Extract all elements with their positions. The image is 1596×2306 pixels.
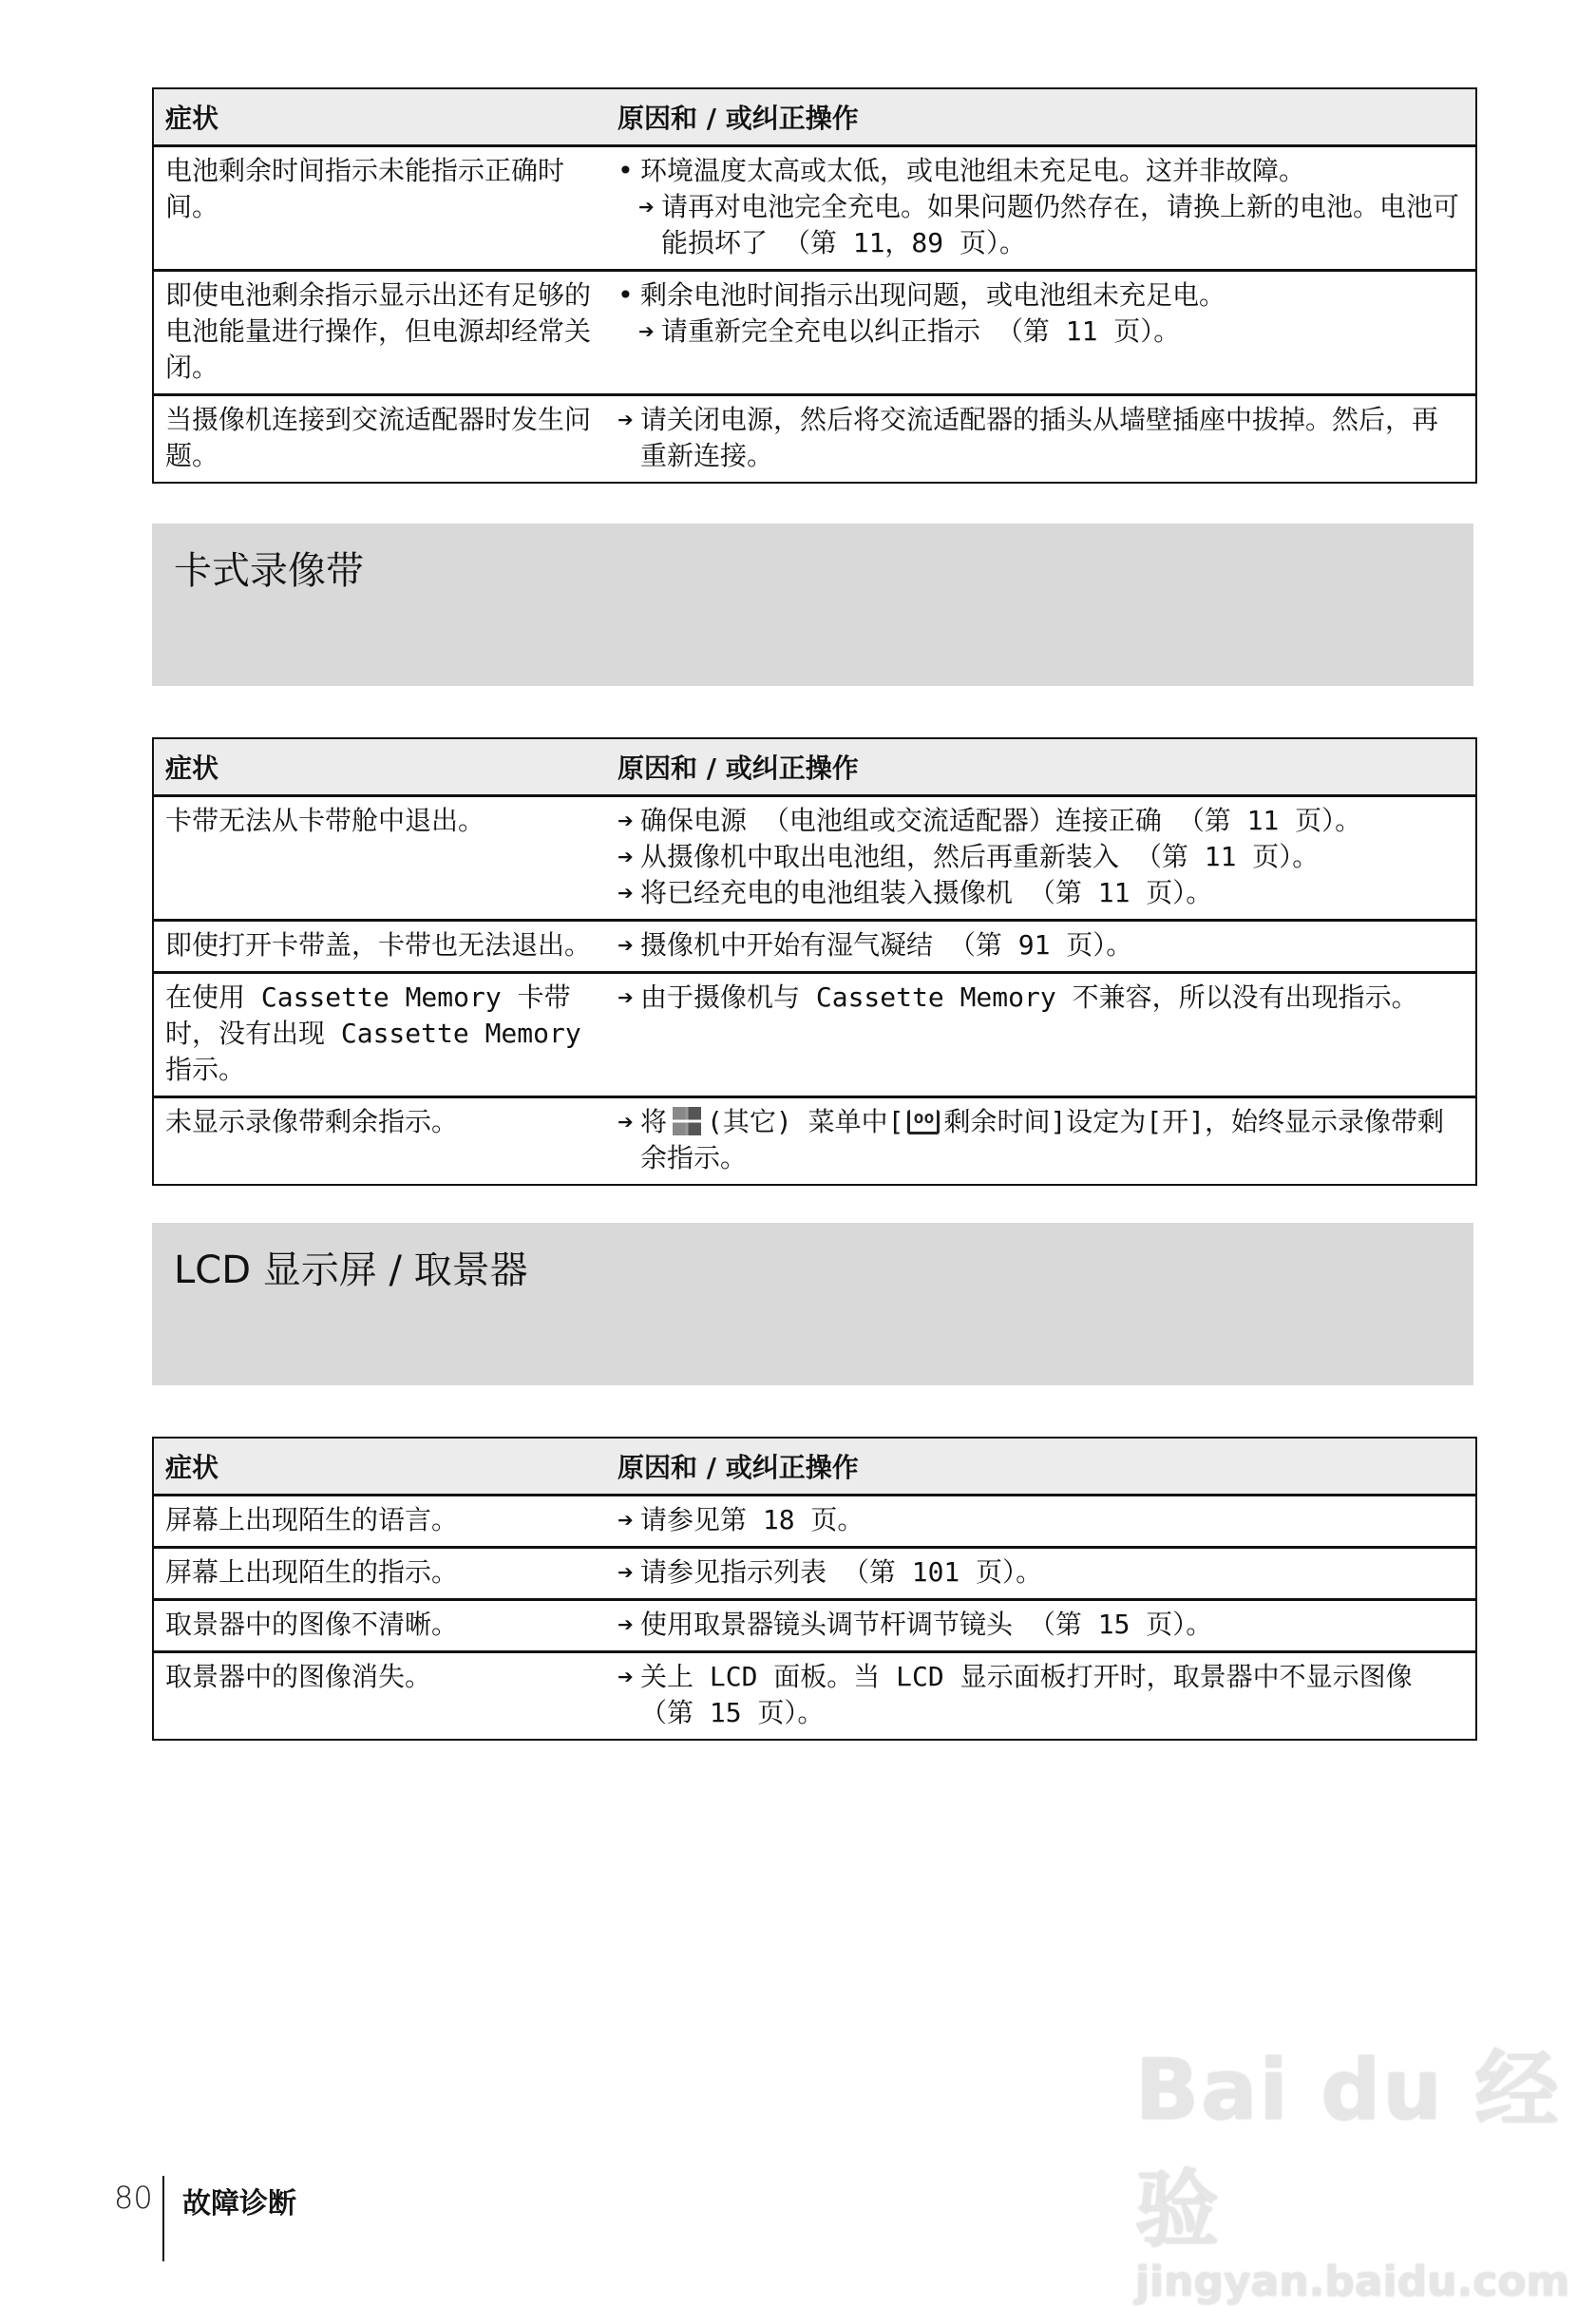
bullet-icon: •	[618, 155, 634, 186]
action-item	[618, 402, 1464, 474]
bullet-icon: •	[618, 279, 634, 311]
action-item	[618, 839, 1464, 875]
section-title: 卡式录像带	[174, 549, 364, 593]
arrow-icon: ➔	[618, 1504, 634, 1535]
action-text: 请关闭电源，然后将交流适配器的插头从墙壁插座中拔掉。然后，再重新连接。	[640, 404, 1439, 471]
action-item	[618, 1659, 1464, 1731]
table-row	[154, 971, 1475, 1096]
symptom-cell: 屏幕上出现陌生的指示。	[165, 1556, 459, 1588]
action-item	[618, 875, 1464, 911]
action-text-part: (其它) 菜单中[	[707, 1106, 904, 1137]
symptom-cell: 在使用 Cassette Memory 卡带时，没有出现 Cassette Memory 指示。	[165, 981, 581, 1085]
action-cell	[604, 797, 1475, 919]
baidu-watermark	[1135, 2024, 1596, 2306]
action-text: 关上 LCD 面板。当 LCD 显示面板打开时，取景器中不显示图像（第 15 页）。	[640, 1661, 1413, 1728]
other-menu-icon	[673, 1107, 701, 1135]
table-header-row	[154, 739, 1475, 794]
action-text: 由于摄像机与 Cassette Memory 不兼容，所以没有出现指示。	[640, 981, 1418, 1013]
action-text: 摄像机中开始有湿气凝结 （第 91 页）。	[640, 929, 1133, 961]
arrow-icon: ➔	[618, 1106, 634, 1137]
symptom-cell: 卡带无法从卡带舱中退出。	[165, 805, 485, 836]
arrow-icon: ➔	[618, 805, 634, 836]
arrow-icon: ➔	[618, 841, 634, 872]
table-row	[154, 1650, 1475, 1739]
arrow-icon: ➔	[638, 191, 655, 222]
action-cell	[604, 1098, 1475, 1184]
table-row	[154, 794, 1475, 919]
symptom-cell: 电池剩余时间指示未能指示正确时间。	[165, 155, 565, 222]
action-text	[640, 1104, 1464, 1176]
action-text: 请再对电池完全充电。如果问题仍然存在，请换上新的电池。电池可能损坏了 （第 11，89 页）。	[661, 191, 1460, 258]
chapter-title: 故障诊断	[182, 2187, 296, 2220]
action-text: 从摄像机中取出电池组，然后再重新装入 （第 11 页）。	[640, 841, 1320, 872]
cassette-troubleshooting-table	[152, 737, 1477, 1186]
section-title: LCD 显示屏 / 取景器	[174, 1248, 528, 1292]
table-row	[154, 1598, 1475, 1650]
symptom-cell: 屏幕上出现陌生的语言。	[165, 1504, 459, 1535]
action-text: 剩余电池时间指示出现问题，或电池组未充足电。	[640, 279, 1226, 311]
arrow-icon: ➔	[618, 1609, 634, 1640]
action-cell	[604, 922, 1475, 971]
table-row	[154, 393, 1475, 482]
action-text-part: 剩余时间]设定为[开]，始终显示录像带剩余指示。	[640, 1106, 1445, 1173]
action-item	[618, 1502, 1464, 1538]
symptom-cell: 取景器中的图像消失。	[165, 1661, 432, 1692]
action-cell	[604, 974, 1475, 1096]
action-item	[618, 1104, 1464, 1176]
lcd-troubleshooting-table	[152, 1437, 1477, 1741]
section-header-lcd	[152, 1223, 1473, 1385]
action-text: 环境温度太高或太低，或电池组未充足电。这并非故障。	[640, 155, 1306, 186]
footer-divider	[162, 2176, 164, 2261]
column-header-action: 原因和 / 或纠正操作	[618, 753, 859, 784]
arrow-icon: ➔	[618, 1556, 634, 1588]
table-row	[154, 1546, 1475, 1598]
symptom-cell: 即使电池剩余指示显示出还有足够的电池能量进行操作，但电源却经常关闭。	[165, 279, 592, 383]
symptom-cell: 取景器中的图像不清晰。	[165, 1609, 459, 1640]
action-cell	[604, 147, 1475, 269]
action-item	[618, 277, 1464, 314]
action-text: 将已经充电的电池组装入摄像机 （第 11 页）。	[640, 877, 1213, 908]
column-header-symptom: 症状	[165, 753, 219, 784]
page-number: 80	[114, 2180, 153, 2216]
arrow-icon: ➔	[618, 929, 634, 961]
action-text: 请重新完全充电以纠正指示 （第 11 页）。	[661, 315, 1181, 347]
section-header-cassette	[152, 524, 1473, 686]
cassette-icon	[907, 1110, 940, 1134]
action-item	[618, 189, 1464, 261]
action-item	[618, 803, 1464, 839]
table-row	[154, 144, 1475, 269]
action-item	[618, 1607, 1464, 1643]
action-text: 请参见第 18 页。	[640, 1504, 864, 1535]
action-text: 确保电源 （电池组或交流适配器）连接正确 （第 11 页）。	[640, 805, 1362, 836]
action-cell	[604, 1653, 1475, 1739]
action-item	[618, 314, 1464, 350]
action-cell	[604, 1549, 1475, 1598]
column-header-action: 原因和 / 或纠正操作	[618, 1452, 859, 1483]
column-header-action: 原因和 / 或纠正操作	[618, 103, 859, 134]
watermark-logo: Bai du 经验	[1135, 2041, 1561, 2258]
arrow-icon: ➔	[618, 981, 634, 1013]
arrow-icon: ➔	[638, 315, 655, 347]
symptom-cell: 未显示录像带剩余指示。	[165, 1106, 459, 1137]
action-text: 请参见指示列表 （第 101 页）。	[640, 1556, 1043, 1588]
arrow-icon: ➔	[618, 1661, 634, 1692]
action-item	[618, 927, 1464, 963]
table-header-row	[154, 1439, 1475, 1494]
action-item	[618, 153, 1464, 189]
action-item	[618, 980, 1464, 1016]
action-text-part: 将	[640, 1106, 668, 1137]
column-header-symptom: 症状	[165, 103, 219, 134]
battery-troubleshooting-table	[152, 87, 1477, 484]
table-row	[154, 919, 1475, 971]
action-cell	[604, 1601, 1475, 1650]
action-text: 使用取景器镜头调节杆调节镜头 （第 15 页）。	[640, 1609, 1213, 1640]
symptom-cell: 当摄像机连接到交流适配器时发生问题。	[165, 404, 592, 471]
table-header-row	[154, 89, 1475, 144]
table-row	[154, 1494, 1475, 1546]
action-cell	[604, 272, 1475, 393]
table-row	[154, 269, 1475, 393]
arrow-icon: ➔	[618, 877, 634, 908]
action-cell	[604, 1496, 1475, 1546]
table-row	[154, 1096, 1475, 1184]
column-header-symptom: 症状	[165, 1452, 219, 1483]
watermark-url: jingyan.baidu.com	[1135, 2258, 1570, 2306]
action-cell	[604, 396, 1475, 482]
arrow-icon: ➔	[618, 404, 634, 435]
symptom-cell: 即使打开卡带盖，卡带也无法退出。	[165, 929, 592, 961]
action-item	[618, 1554, 1464, 1591]
